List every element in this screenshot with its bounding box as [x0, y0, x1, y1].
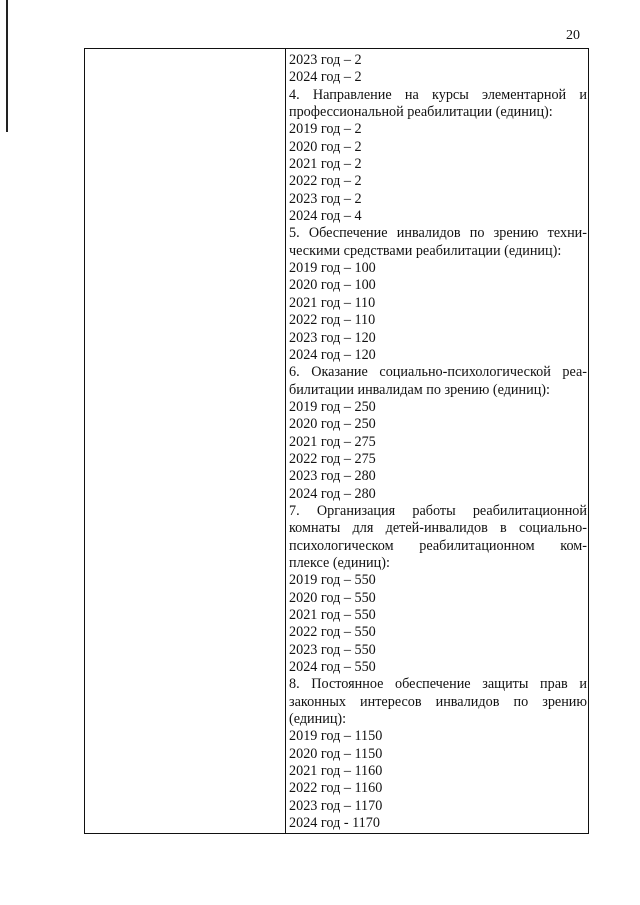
text-line: комнаты для детей-инвалидов в социально-: [289, 520, 587, 537]
text-line: 2019 год – 550: [289, 572, 376, 589]
text-line: 2023 год – 120: [289, 329, 376, 346]
text-line: 2019 год – 100: [289, 260, 376, 277]
text-line: 2020 год – 250: [289, 416, 376, 433]
text-line: 4. Направление на курсы элементарной и: [289, 86, 587, 103]
text-line: 2024 год – 4: [289, 208, 362, 225]
text-line: 2019 год – 2: [289, 121, 362, 138]
text-line: 2022 год – 110: [289, 312, 376, 329]
text-line: 2021 год – 110: [289, 294, 376, 311]
document-table: [84, 48, 589, 834]
text-line: 2024 год - 1170: [289, 815, 380, 832]
text-line: 2020 год – 2: [289, 138, 362, 155]
text-line: 2023 год – 2: [289, 190, 362, 207]
text-line: 7. Организация работы реабилитационной: [289, 502, 587, 519]
text-line: 2023 год – 280: [289, 468, 376, 485]
text-line: 2019 год – 1150: [289, 728, 383, 745]
text-line: 2024 год – 280: [289, 485, 376, 502]
text-line: 2020 год – 1150: [289, 745, 383, 762]
text-line: 5. Обеспечение инвалидов по зрению техни-: [289, 225, 587, 242]
text-line: 2024 год – 2: [289, 69, 362, 86]
scan-edge-mark: [6, 0, 8, 132]
text-line: плексе (единиц):: [289, 554, 390, 571]
text-line: 2022 год – 275: [289, 450, 376, 467]
text-line: 2019 год – 250: [289, 398, 376, 415]
text-line: 2024 год – 550: [289, 659, 376, 676]
text-line: 2021 год – 275: [289, 433, 376, 450]
text-line: 2023 год – 1170: [289, 797, 383, 814]
page-number: 20: [566, 28, 580, 43]
text-line: 2021 год – 550: [289, 607, 376, 623]
table-left-cell: [85, 49, 286, 833]
text-line: 2022 год – 550: [289, 624, 376, 641]
text-line: билитации инвалидам по зрению (единиц):: [289, 381, 550, 398]
text-line: 2023 год – 550: [289, 641, 376, 658]
text-line: профессиональной реабилитации (единиц):: [289, 104, 553, 121]
text-line: 2024 год – 120: [289, 346, 376, 363]
text-line: ческими средствами реабилитации (единиц):: [289, 242, 562, 259]
text-line: законных интересов инвалидов по зрению: [289, 693, 587, 710]
text-line: 2020 год – 100: [289, 277, 376, 294]
text-line: 2020 год – 550: [289, 589, 376, 606]
text-line: психологическом реабилитационном ком-: [289, 537, 587, 554]
text-line: 2023 год – 2: [289, 52, 362, 68]
text-line: 8. Постоянное обеспечение защиты прав и: [289, 676, 587, 693]
table-right-cell: [287, 52, 588, 832]
text-line: (единиц):: [289, 711, 347, 728]
text-line: 6. Оказание социально-психологической реа-: [289, 364, 587, 381]
text-line: 2021 год – 2: [289, 156, 362, 173]
text-line: 2022 год – 2: [289, 173, 362, 190]
text-line: 2022 год – 1160: [289, 780, 383, 797]
text-line: 2021 год – 1160: [289, 763, 383, 780]
